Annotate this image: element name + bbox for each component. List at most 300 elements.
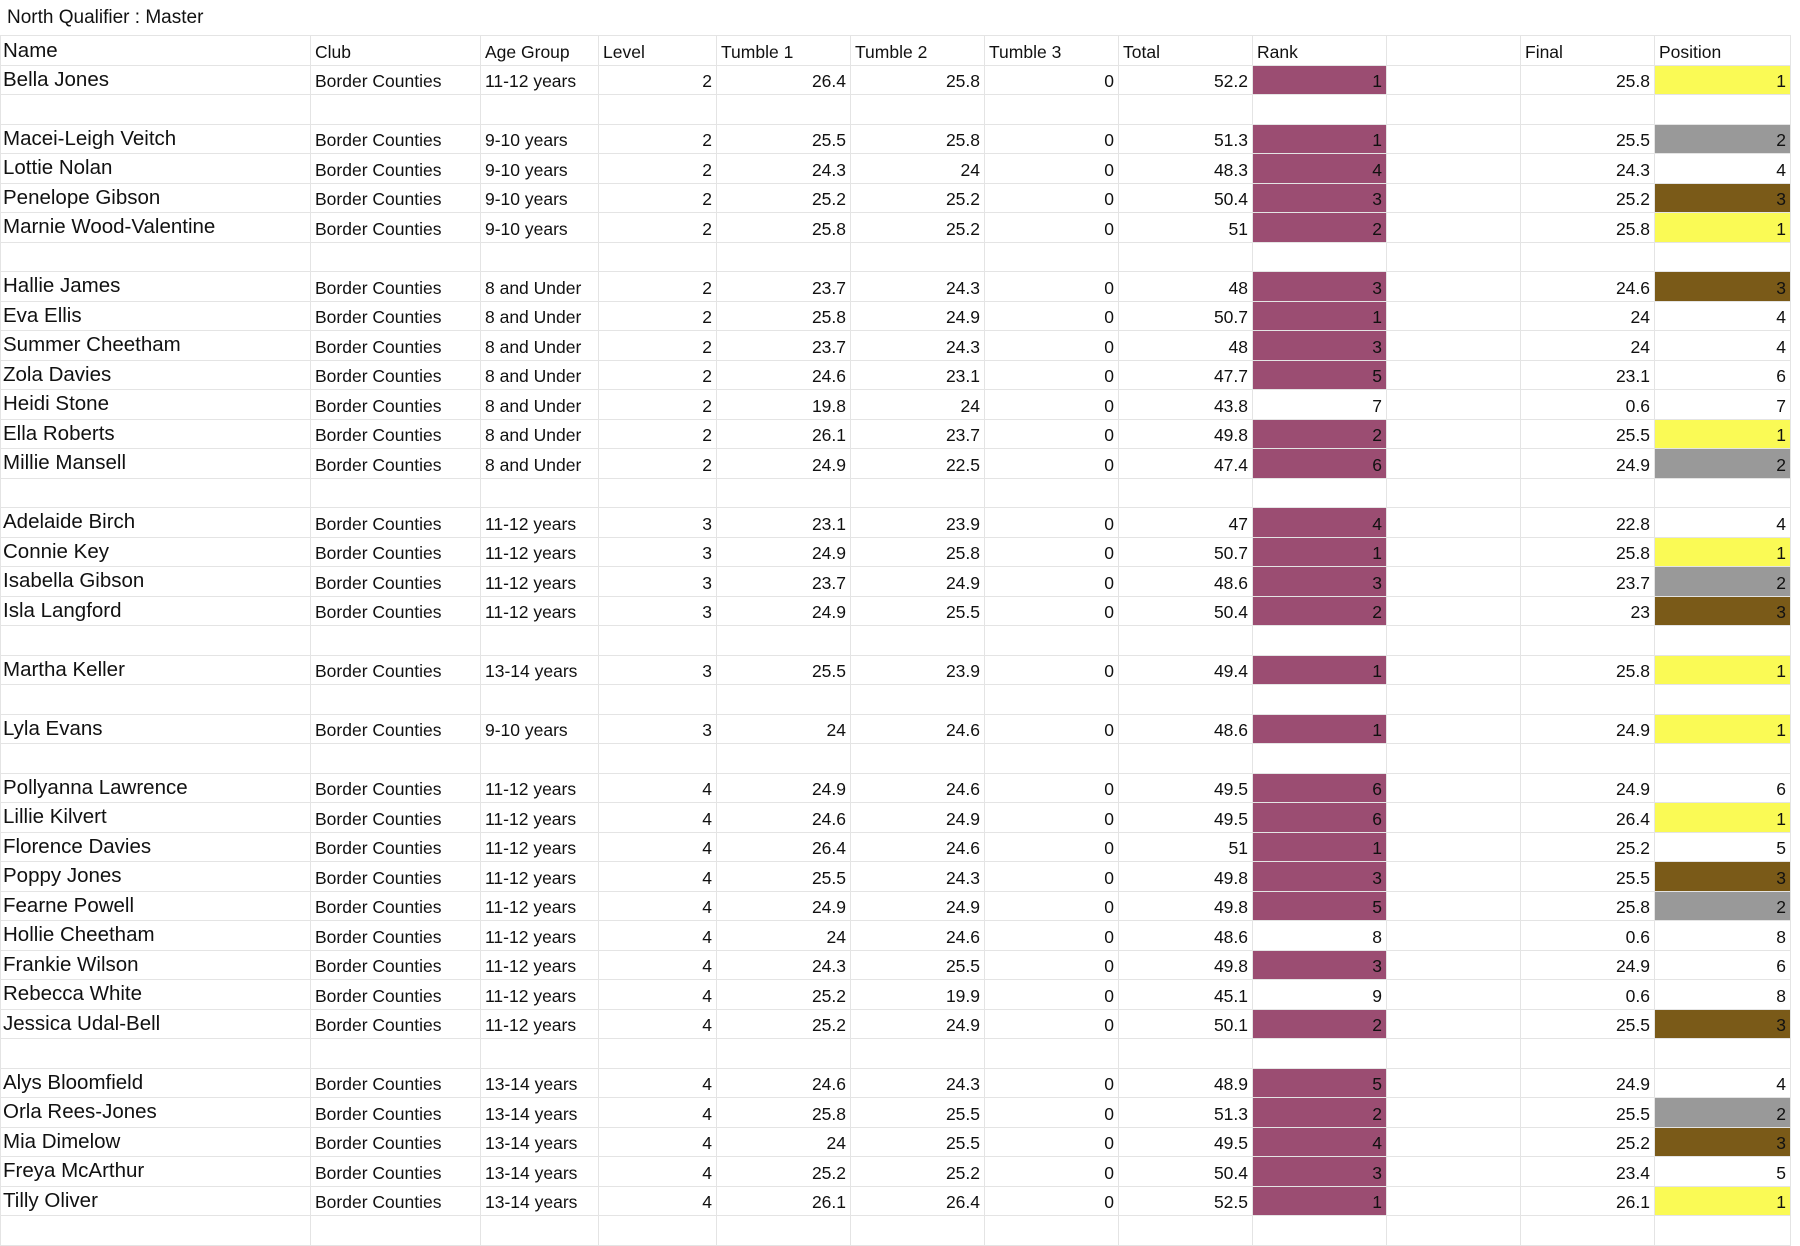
cell-name[interactable]: Rebecca White [1, 980, 311, 1010]
cell-final[interactable]: 0.6 [1521, 390, 1655, 420]
cell-name[interactable] [1, 1039, 311, 1069]
cell-final[interactable]: 23.1 [1521, 360, 1655, 390]
cell-age-group[interactable]: 11-12 years [481, 803, 599, 833]
cell-level[interactable]: 3 [599, 596, 717, 626]
cell-tumble-1[interactable]: 24.9 [717, 891, 851, 921]
cell-club[interactable]: Border Counties [311, 331, 481, 361]
cell-tumble-2[interactable]: 19.9 [851, 980, 985, 1010]
cell-club[interactable]: Border Counties [311, 213, 481, 243]
cell-name[interactable]: Ella Roberts [1, 419, 311, 449]
cell-position[interactable]: 2 [1655, 567, 1791, 597]
cell-name[interactable]: Isabella Gibson [1, 567, 311, 597]
cell-tumble-3[interactable]: 0 [985, 65, 1119, 95]
cell-club[interactable] [311, 242, 481, 272]
cell-level[interactable]: 3 [599, 714, 717, 744]
cell-rank[interactable]: 5 [1253, 891, 1387, 921]
cell-rank[interactable]: 3 [1253, 331, 1387, 361]
cell-position[interactable] [1655, 1039, 1791, 1069]
cell-name[interactable] [1, 626, 311, 656]
cell-rank[interactable]: 4 [1253, 1127, 1387, 1157]
cell-club[interactable] [311, 685, 481, 715]
cell-final[interactable]: 24 [1521, 331, 1655, 361]
cell-rank[interactable]: 7 [1253, 390, 1387, 420]
cell-tumble-2[interactable]: 25.5 [851, 596, 985, 626]
cell-name[interactable]: Martha Keller [1, 655, 311, 685]
cell-blank[interactable] [1387, 714, 1521, 744]
cell-tumble-1[interactable]: 23.7 [717, 331, 851, 361]
cell-age-group[interactable]: 9-10 years [481, 183, 599, 213]
cell-total[interactable]: 52.5 [1119, 1186, 1253, 1216]
cell-rank[interactable]: 9 [1253, 980, 1387, 1010]
cell-position[interactable]: 6 [1655, 360, 1791, 390]
cell-tumble-3[interactable] [985, 1039, 1119, 1069]
cell-position[interactable]: 8 [1655, 921, 1791, 951]
cell-age-group[interactable] [481, 478, 599, 508]
cell-tumble-1[interactable]: 24.6 [717, 1068, 851, 1098]
cell-level[interactable]: 4 [599, 1068, 717, 1098]
cell-tumble-1[interactable] [717, 685, 851, 715]
cell-tumble-1[interactable]: 25.8 [717, 301, 851, 331]
cell-blank[interactable] [1387, 272, 1521, 302]
cell-level[interactable] [599, 626, 717, 656]
cell-level[interactable]: 2 [599, 154, 717, 184]
cell-level[interactable]: 4 [599, 1157, 717, 1187]
cell-final[interactable]: 24.9 [1521, 714, 1655, 744]
cell-age-group[interactable]: 11-12 years [481, 1009, 599, 1039]
cell-total[interactable]: 47 [1119, 508, 1253, 538]
cell-final[interactable] [1521, 95, 1655, 125]
cell-club[interactable]: Border Counties [311, 803, 481, 833]
cell-club[interactable]: Border Counties [311, 419, 481, 449]
cell-tumble-2[interactable]: 24.3 [851, 272, 985, 302]
cell-rank[interactable]: 1 [1253, 1186, 1387, 1216]
cell-blank[interactable] [1387, 301, 1521, 331]
cell-total[interactable]: 48.6 [1119, 714, 1253, 744]
cell-rank[interactable]: 1 [1253, 832, 1387, 862]
cell-blank[interactable] [1387, 626, 1521, 656]
cell-blank[interactable] [1387, 950, 1521, 980]
cell-age-group[interactable]: 11-12 years [481, 891, 599, 921]
cell-position[interactable]: 2 [1655, 124, 1791, 154]
cell-blank[interactable] [1387, 773, 1521, 803]
cell-rank[interactable]: 6 [1253, 773, 1387, 803]
cell-blank[interactable] [1387, 1039, 1521, 1069]
cell-name[interactable]: Macei-Leigh Veitch [1, 124, 311, 154]
cell-tumble-2[interactable]: 23.9 [851, 655, 985, 685]
cell-age-group[interactable]: 13-14 years [481, 1157, 599, 1187]
cell-total[interactable] [1119, 1039, 1253, 1069]
cell-total[interactable]: 48 [1119, 331, 1253, 361]
cell-total[interactable] [1119, 744, 1253, 774]
cell-blank[interactable] [1387, 154, 1521, 184]
cell-name[interactable] [1, 685, 311, 715]
cell-final[interactable]: 24.9 [1521, 773, 1655, 803]
cell-level[interactable] [599, 744, 717, 774]
cell-blank[interactable] [1387, 862, 1521, 892]
cell-total[interactable]: 52.2 [1119, 65, 1253, 95]
cell-blank[interactable] [1387, 508, 1521, 538]
cell-tumble-1[interactable] [717, 95, 851, 125]
cell-position[interactable]: 1 [1655, 65, 1791, 95]
cell-total[interactable]: 49.8 [1119, 891, 1253, 921]
cell-rank[interactable]: 1 [1253, 65, 1387, 95]
cell-blank[interactable] [1387, 1127, 1521, 1157]
cell-total[interactable]: 51 [1119, 832, 1253, 862]
cell-tumble-3[interactable]: 0 [985, 213, 1119, 243]
cell-blank[interactable] [1387, 655, 1521, 685]
cell-blank[interactable] [1387, 65, 1521, 95]
cell-level[interactable]: 2 [599, 449, 717, 479]
cell-tumble-2[interactable]: 24.6 [851, 832, 985, 862]
cell-tumble-2[interactable]: 24.6 [851, 714, 985, 744]
cell-club[interactable]: Border Counties [311, 390, 481, 420]
cell-tumble-2[interactable] [851, 626, 985, 656]
cell-blank[interactable] [1387, 832, 1521, 862]
cell-total[interactable]: 51 [1119, 213, 1253, 243]
cell-final[interactable]: 25.2 [1521, 832, 1655, 862]
cell-rank[interactable]: 1 [1253, 301, 1387, 331]
cell-tumble-1[interactable]: 24.9 [717, 773, 851, 803]
cell-total[interactable]: 50.4 [1119, 1157, 1253, 1187]
cell-age-group[interactable]: 11-12 years [481, 921, 599, 951]
cell-level[interactable]: 4 [599, 980, 717, 1010]
cell-club[interactable]: Border Counties [311, 272, 481, 302]
cell-name[interactable]: Tilly Oliver [1, 1186, 311, 1216]
cell-position[interactable]: 5 [1655, 832, 1791, 862]
cell-blank[interactable] [1387, 744, 1521, 774]
cell-age-group[interactable]: 8 and Under [481, 272, 599, 302]
cell-position[interactable]: 3 [1655, 862, 1791, 892]
cell-total[interactable]: 48.3 [1119, 154, 1253, 184]
cell-tumble-1[interactable]: 24.9 [717, 449, 851, 479]
cell-level[interactable]: 4 [599, 832, 717, 862]
cell-name[interactable]: Lyla Evans [1, 714, 311, 744]
cell-tumble-2[interactable]: 24 [851, 390, 985, 420]
cell-club[interactable] [311, 744, 481, 774]
cell-tumble-3[interactable] [985, 626, 1119, 656]
cell-total[interactable]: 48.6 [1119, 567, 1253, 597]
cell-level[interactable]: 4 [599, 1127, 717, 1157]
cell-club[interactable]: Border Counties [311, 950, 481, 980]
cell-name[interactable]: Heidi Stone [1, 390, 311, 420]
cell-name[interactable]: Lottie Nolan [1, 154, 311, 184]
cell-level[interactable]: 2 [599, 390, 717, 420]
cell-name[interactable]: Eva Ellis [1, 301, 311, 331]
cell-rank[interactable] [1253, 478, 1387, 508]
cell-position[interactable] [1655, 626, 1791, 656]
cell-tumble-3[interactable]: 0 [985, 390, 1119, 420]
cell-tumble-1[interactable] [717, 1039, 851, 1069]
cell-tumble-2[interactable] [851, 744, 985, 774]
cell-final[interactable]: 0.6 [1521, 921, 1655, 951]
cell-blank[interactable] [1387, 1157, 1521, 1187]
cell-tumble-1[interactable]: 19.8 [717, 390, 851, 420]
cell-final[interactable]: 25.5 [1521, 1009, 1655, 1039]
cell-tumble-2[interactable]: 24.9 [851, 301, 985, 331]
cell-rank[interactable] [1253, 626, 1387, 656]
cell-position[interactable]: 1 [1655, 714, 1791, 744]
cell-final[interactable]: 23 [1521, 596, 1655, 626]
cell-tumble-2[interactable]: 24.3 [851, 862, 985, 892]
cell-age-group[interactable]: 9-10 years [481, 154, 599, 184]
cell-rank[interactable]: 1 [1253, 124, 1387, 154]
cell-tumble-3[interactable] [985, 95, 1119, 125]
cell-final[interactable]: 26.1 [1521, 1186, 1655, 1216]
cell-position[interactable] [1655, 242, 1791, 272]
header-club[interactable]: Club [311, 36, 481, 66]
cell-level[interactable] [599, 1216, 717, 1246]
cell-level[interactable] [599, 685, 717, 715]
cell-club[interactable]: Border Counties [311, 567, 481, 597]
cell-position[interactable]: 3 [1655, 1009, 1791, 1039]
cell-club[interactable]: Border Counties [311, 773, 481, 803]
cell-tumble-3[interactable]: 0 [985, 360, 1119, 390]
cell-club[interactable]: Border Counties [311, 891, 481, 921]
header-name[interactable]: Name [1, 36, 311, 66]
cell-blank[interactable] [1387, 921, 1521, 951]
cell-tumble-2[interactable]: 25.5 [851, 950, 985, 980]
cell-tumble-3[interactable]: 0 [985, 508, 1119, 538]
cell-tumble-3[interactable]: 0 [985, 1068, 1119, 1098]
cell-final[interactable]: 23.4 [1521, 1157, 1655, 1187]
cell-age-group[interactable]: 8 and Under [481, 301, 599, 331]
cell-rank[interactable] [1253, 1216, 1387, 1246]
cell-tumble-3[interactable]: 0 [985, 1098, 1119, 1128]
cell-blank[interactable] [1387, 1009, 1521, 1039]
cell-tumble-3[interactable]: 0 [985, 655, 1119, 685]
cell-level[interactable]: 4 [599, 921, 717, 951]
cell-club[interactable]: Border Counties [311, 449, 481, 479]
cell-position[interactable] [1655, 1216, 1791, 1246]
cell-tumble-3[interactable]: 0 [985, 714, 1119, 744]
cell-age-group[interactable] [481, 626, 599, 656]
cell-age-group[interactable]: 11-12 years [481, 980, 599, 1010]
cell-tumble-1[interactable]: 24 [717, 714, 851, 744]
cell-position[interactable]: 4 [1655, 508, 1791, 538]
cell-age-group[interactable] [481, 685, 599, 715]
cell-tumble-1[interactable]: 25.5 [717, 862, 851, 892]
cell-level[interactable]: 2 [599, 213, 717, 243]
cell-tumble-1[interactable]: 25.8 [717, 1098, 851, 1128]
cell-rank[interactable]: 6 [1253, 449, 1387, 479]
header-total[interactable]: Total [1119, 36, 1253, 66]
cell-level[interactable]: 4 [599, 862, 717, 892]
cell-level[interactable]: 4 [599, 891, 717, 921]
cell-name[interactable] [1, 95, 311, 125]
cell-club[interactable]: Border Counties [311, 183, 481, 213]
cell-blank[interactable] [1387, 980, 1521, 1010]
cell-final[interactable]: 22.8 [1521, 508, 1655, 538]
cell-position[interactable]: 3 [1655, 1127, 1791, 1157]
cell-tumble-2[interactable]: 24.9 [851, 567, 985, 597]
cell-tumble-3[interactable]: 0 [985, 773, 1119, 803]
cell-final[interactable]: 25.8 [1521, 655, 1655, 685]
cell-tumble-1[interactable]: 25.8 [717, 213, 851, 243]
cell-age-group[interactable]: 9-10 years [481, 213, 599, 243]
cell-blank[interactable] [1387, 596, 1521, 626]
cell-level[interactable]: 3 [599, 508, 717, 538]
cell-position[interactable]: 3 [1655, 596, 1791, 626]
cell-rank[interactable] [1253, 95, 1387, 125]
cell-age-group[interactable] [481, 95, 599, 125]
cell-tumble-2[interactable] [851, 95, 985, 125]
cell-club[interactable] [311, 478, 481, 508]
cell-tumble-2[interactable]: 23.7 [851, 419, 985, 449]
cell-club[interactable]: Border Counties [311, 862, 481, 892]
cell-position[interactable]: 2 [1655, 891, 1791, 921]
cell-final[interactable]: 25.5 [1521, 419, 1655, 449]
cell-total[interactable]: 50.1 [1119, 1009, 1253, 1039]
cell-final[interactable]: 25.8 [1521, 537, 1655, 567]
cell-position[interactable]: 1 [1655, 213, 1791, 243]
cell-rank[interactable]: 2 [1253, 1009, 1387, 1039]
cell-tumble-2[interactable]: 24.9 [851, 803, 985, 833]
cell-club[interactable] [311, 95, 481, 125]
cell-age-group[interactable]: 8 and Under [481, 390, 599, 420]
cell-position[interactable]: 1 [1655, 537, 1791, 567]
cell-tumble-1[interactable]: 24 [717, 1127, 851, 1157]
cell-level[interactable] [599, 242, 717, 272]
cell-total[interactable]: 49.4 [1119, 655, 1253, 685]
cell-final[interactable]: 24.9 [1521, 950, 1655, 980]
cell-age-group[interactable]: 11-12 years [481, 596, 599, 626]
cell-position[interactable]: 3 [1655, 183, 1791, 213]
cell-name[interactable]: Pollyanna Lawrence [1, 773, 311, 803]
cell-tumble-3[interactable]: 0 [985, 1009, 1119, 1039]
cell-club[interactable]: Border Counties [311, 537, 481, 567]
cell-blank[interactable] [1387, 1186, 1521, 1216]
cell-blank[interactable] [1387, 390, 1521, 420]
cell-rank[interactable]: 2 [1253, 419, 1387, 449]
cell-tumble-1[interactable]: 25.5 [717, 655, 851, 685]
cell-level[interactable]: 4 [599, 950, 717, 980]
cell-level[interactable]: 4 [599, 803, 717, 833]
cell-name[interactable]: Alys Bloomfield [1, 1068, 311, 1098]
cell-total[interactable]: 48 [1119, 272, 1253, 302]
cell-final[interactable] [1521, 1039, 1655, 1069]
cell-blank[interactable] [1387, 419, 1521, 449]
cell-tumble-1[interactable]: 26.1 [717, 1186, 851, 1216]
cell-name[interactable]: Fearne Powell [1, 891, 311, 921]
cell-total[interactable]: 48.6 [1119, 921, 1253, 951]
cell-level[interactable]: 4 [599, 1186, 717, 1216]
cell-club[interactable]: Border Counties [311, 508, 481, 538]
cell-tumble-3[interactable]: 0 [985, 1186, 1119, 1216]
cell-blank[interactable] [1387, 360, 1521, 390]
cell-club[interactable]: Border Counties [311, 1068, 481, 1098]
cell-tumble-2[interactable]: 24.3 [851, 1068, 985, 1098]
cell-age-group[interactable]: 13-14 years [481, 655, 599, 685]
cell-final[interactable]: 25.8 [1521, 891, 1655, 921]
cell-blank[interactable] [1387, 685, 1521, 715]
cell-age-group[interactable]: 11-12 years [481, 567, 599, 597]
cell-final[interactable] [1521, 242, 1655, 272]
cell-age-group[interactable]: 11-12 years [481, 773, 599, 803]
cell-club[interactable]: Border Counties [311, 596, 481, 626]
cell-club[interactable]: Border Counties [311, 655, 481, 685]
cell-age-group[interactable]: 9-10 years [481, 714, 599, 744]
cell-tumble-1[interactable]: 24.3 [717, 950, 851, 980]
cell-tumble-2[interactable]: 24.9 [851, 891, 985, 921]
cell-age-group[interactable]: 11-12 years [481, 862, 599, 892]
cell-name[interactable]: Orla Rees-Jones [1, 1098, 311, 1128]
cell-tumble-3[interactable]: 0 [985, 154, 1119, 184]
cell-name[interactable]: Hallie James [1, 272, 311, 302]
cell-blank[interactable] [1387, 1216, 1521, 1246]
cell-blank[interactable] [1387, 124, 1521, 154]
cell-tumble-2[interactable]: 22.5 [851, 449, 985, 479]
cell-level[interactable]: 2 [599, 331, 717, 361]
cell-age-group[interactable]: 13-14 years [481, 1186, 599, 1216]
cell-rank[interactable]: 4 [1253, 508, 1387, 538]
cell-total[interactable]: 43.8 [1119, 390, 1253, 420]
cell-tumble-3[interactable]: 0 [985, 980, 1119, 1010]
cell-club[interactable]: Border Counties [311, 301, 481, 331]
cell-tumble-3[interactable] [985, 685, 1119, 715]
cell-rank[interactable]: 8 [1253, 921, 1387, 951]
cell-position[interactable]: 4 [1655, 1068, 1791, 1098]
cell-total[interactable] [1119, 478, 1253, 508]
cell-tumble-2[interactable] [851, 685, 985, 715]
cell-level[interactable]: 2 [599, 360, 717, 390]
cell-position[interactable]: 2 [1655, 449, 1791, 479]
cell-rank[interactable]: 2 [1253, 213, 1387, 243]
cell-tumble-3[interactable]: 0 [985, 449, 1119, 479]
cell-name[interactable]: Zola Davies [1, 360, 311, 390]
cell-tumble-2[interactable]: 25.8 [851, 124, 985, 154]
cell-club[interactable]: Border Counties [311, 1098, 481, 1128]
cell-position[interactable]: 4 [1655, 154, 1791, 184]
cell-club[interactable] [311, 1039, 481, 1069]
cell-tumble-3[interactable]: 0 [985, 272, 1119, 302]
cell-name[interactable] [1, 242, 311, 272]
cell-total[interactable] [1119, 242, 1253, 272]
cell-tumble-3[interactable]: 0 [985, 1127, 1119, 1157]
cell-age-group[interactable]: 11-12 years [481, 537, 599, 567]
cell-tumble-1[interactable]: 23.1 [717, 508, 851, 538]
cell-age-group[interactable] [481, 744, 599, 774]
cell-tumble-3[interactable] [985, 1216, 1119, 1246]
cell-level[interactable]: 3 [599, 567, 717, 597]
cell-final[interactable] [1521, 1216, 1655, 1246]
cell-total[interactable] [1119, 1216, 1253, 1246]
cell-level[interactable] [599, 1039, 717, 1069]
cell-tumble-3[interactable]: 0 [985, 537, 1119, 567]
cell-total[interactable] [1119, 685, 1253, 715]
cell-tumble-1[interactable]: 25.2 [717, 980, 851, 1010]
cell-tumble-2[interactable]: 23.1 [851, 360, 985, 390]
cell-name[interactable]: Poppy Jones [1, 862, 311, 892]
cell-total[interactable]: 49.5 [1119, 1127, 1253, 1157]
cell-tumble-3[interactable]: 0 [985, 832, 1119, 862]
cell-tumble-1[interactable]: 25.5 [717, 124, 851, 154]
cell-blank[interactable] [1387, 331, 1521, 361]
cell-tumble-1[interactable] [717, 242, 851, 272]
cell-name[interactable] [1, 1216, 311, 1246]
cell-tumble-1[interactable]: 26.4 [717, 65, 851, 95]
cell-final[interactable]: 24.9 [1521, 1068, 1655, 1098]
cell-position[interactable]: 8 [1655, 980, 1791, 1010]
cell-tumble-1[interactable] [717, 478, 851, 508]
cell-final[interactable]: 24.3 [1521, 154, 1655, 184]
cell-tumble-1[interactable]: 23.7 [717, 272, 851, 302]
cell-position[interactable]: 2 [1655, 1098, 1791, 1128]
cell-age-group[interactable]: 11-12 years [481, 508, 599, 538]
header-final[interactable]: Final [1521, 36, 1655, 66]
cell-position[interactable]: 4 [1655, 301, 1791, 331]
cell-rank[interactable] [1253, 1039, 1387, 1069]
cell-club[interactable] [311, 626, 481, 656]
